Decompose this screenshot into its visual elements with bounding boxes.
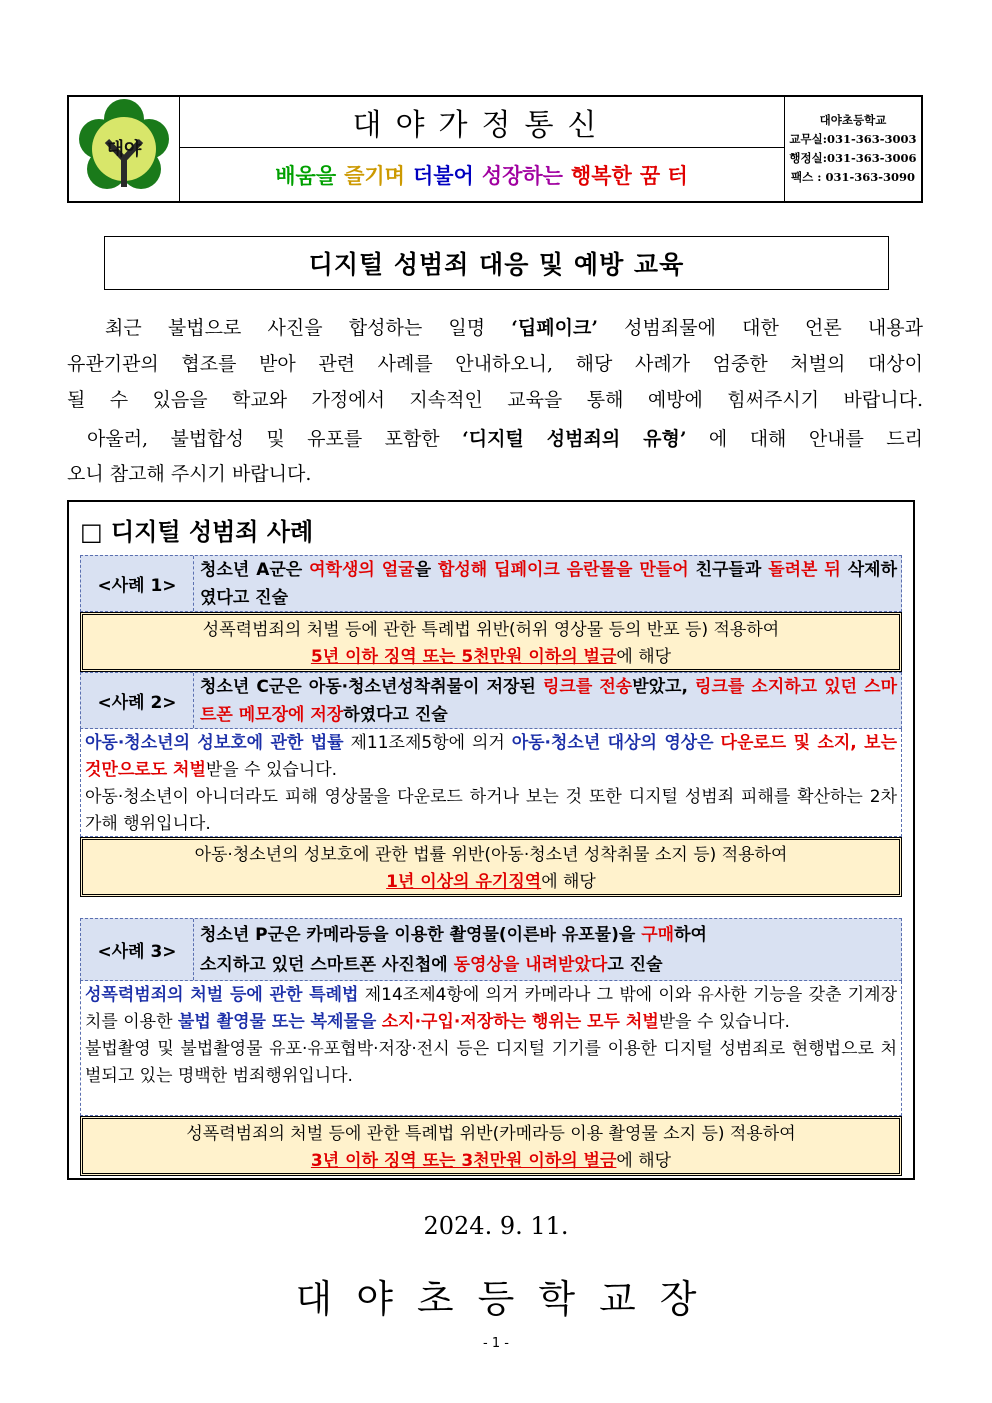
phone-office: 교무실:031-363-3003 [789,132,917,146]
school-name: 대야초등학교 [819,113,887,127]
fax-number: 팩스 : 031-363-3090 [790,170,916,184]
newsletter-header [67,95,923,203]
case-2-law-box: 아동·청소년의 성보호에 관한 법률 위반(아동·청소년 성착취물 소지 등) 적용하여 1년 이상의 유기징역에 해당 [80,837,902,897]
case-3-text: 청소년 P군은 카메라등을 이용한 촬영물(이른바 유포물)을 구매하여 소지하고 있던 스마트폰 사진첩에 동영상을 내려받았다고 진술 [200,925,707,975]
case-3-law-box: 성폭력범죄의 처벌 등에 관한 특례법 위반(카메라등 이용 촬영물 소지 등) 적용하여 3년 이하 징역 또는 3천만원 이하의 벌금에 해당 [80,1116,902,1176]
case-2-row [80,672,902,729]
case-1-law-box: 성폭력범죄의 처벌 등에 관한 특례법 위반(허위 영상물 등의 반포 등) 적용하여 5년 이하 징역 또는 5천만원 이하의 벌금에 해당 [80,612,902,672]
svg-text:대야: 대야 [106,139,142,160]
newsletter-title-cell [179,97,785,201]
school-logo [69,97,180,201]
case-1-label: <사례 1> [81,556,194,611]
intro-line-5: 오니 참고해 주시기 바랍니다. [67,463,312,485]
case-1-text: 청소년 A군은 여학생의 얼굴을 합성해 딥페이크 음란물을 만들어 친구들과 돌려본 뒤 삭제하였다고 진술 [200,560,898,608]
page-number: - 1 - [483,1336,509,1351]
section-heading: □ 디지털 성범죄 사례 [80,518,314,546]
case-2-text: 청소년 C군은 아동·청소년성착취물이 저장된 링크를 전송받았고, 링크를 소지하고 있던 스마트폰 메모장에 저장하였다고 진술 [200,677,897,725]
contact-info [785,97,921,201]
slogan-word-6: 꿈 터 [639,162,688,188]
newsletter-title: 대야가정통신 [179,97,784,148]
intro-line-3: 될 수 있음을 학교와 가정에서 지속적인 교육을 통해 예방에 힘써주시기 바랍니다. [67,389,923,411]
phone-admin: 행정실:031-363-3006 [789,151,917,165]
slogan-word-2: 즐기며 [344,162,405,188]
case-2-explanation: 아동·청소년의 성보호에 관한 법률 제11조제5항에 의거 아동·청소년 대상의 영상은 다운로드 및 소지, 보는 것만으로도 처벌받을 수 있습니다. 아동·청소년이 아니더라도 피해 영상물을 다운로드 하거나 보는 것 또한 디지털 성범죄 피해를 확산하는 2차 가해 행위입니다. [80,729,902,837]
issue-date: 2024. 9. 11. [423,1212,569,1240]
intro-line-2: 유관기관의 협조를 받아 관련 사례를 안내하오니, 해당 사례가 엄중한 처벌의 대상이 [67,353,923,375]
slogan-word-3: 더불어 [412,162,474,188]
case-3-label: <사례 3> [81,919,194,980]
slogan-word-5: 행복한 [570,162,632,188]
document-title: 디지털 성범죄 대응 및 예방 교육 [104,236,889,290]
slogan-word-1: 배움을 [275,162,337,188]
case-2-label: <사례 2> [81,673,194,728]
intro-line-4: 아울러, 불법합성 및 유포를 포함한 ‘디지털 성범죄의 유형’ 에 대해 안내를 드리 [87,428,924,450]
intro-line-1: 최근 불법으로 사진을 합성하는 일명 ‘딥페이크’ 성범죄물에 대한 언론 내용과 [105,317,923,339]
logo-flower-icon [69,97,179,201]
case-3-row [80,918,902,981]
school-slogan [179,148,784,201]
case-3-explanation: 성폭력범죄의 처벌 등에 관한 특례법 제14조제4항에 의거 카메라나 그 밖에 이와 유사한 기능을 갖춘 기계장치를 이용한 불법 촬영물 또는 복제물을 소지·구입·저장하는 행위는 모두 처벌받을 수 있습니다. 불법촬영 및 불법촬영물 유포·유포협박·저장·전시 등은 디지털 기기를 이용한 디지털 성범죄로 현행법으로 처벌되고 있는 명백한 범죄행위입니다. [80,981,902,1116]
principal-signature: 대야초등학교장 [295,1277,721,1321]
slogan-word-4: 성장하는 [481,162,563,188]
case-1-row [80,555,902,612]
